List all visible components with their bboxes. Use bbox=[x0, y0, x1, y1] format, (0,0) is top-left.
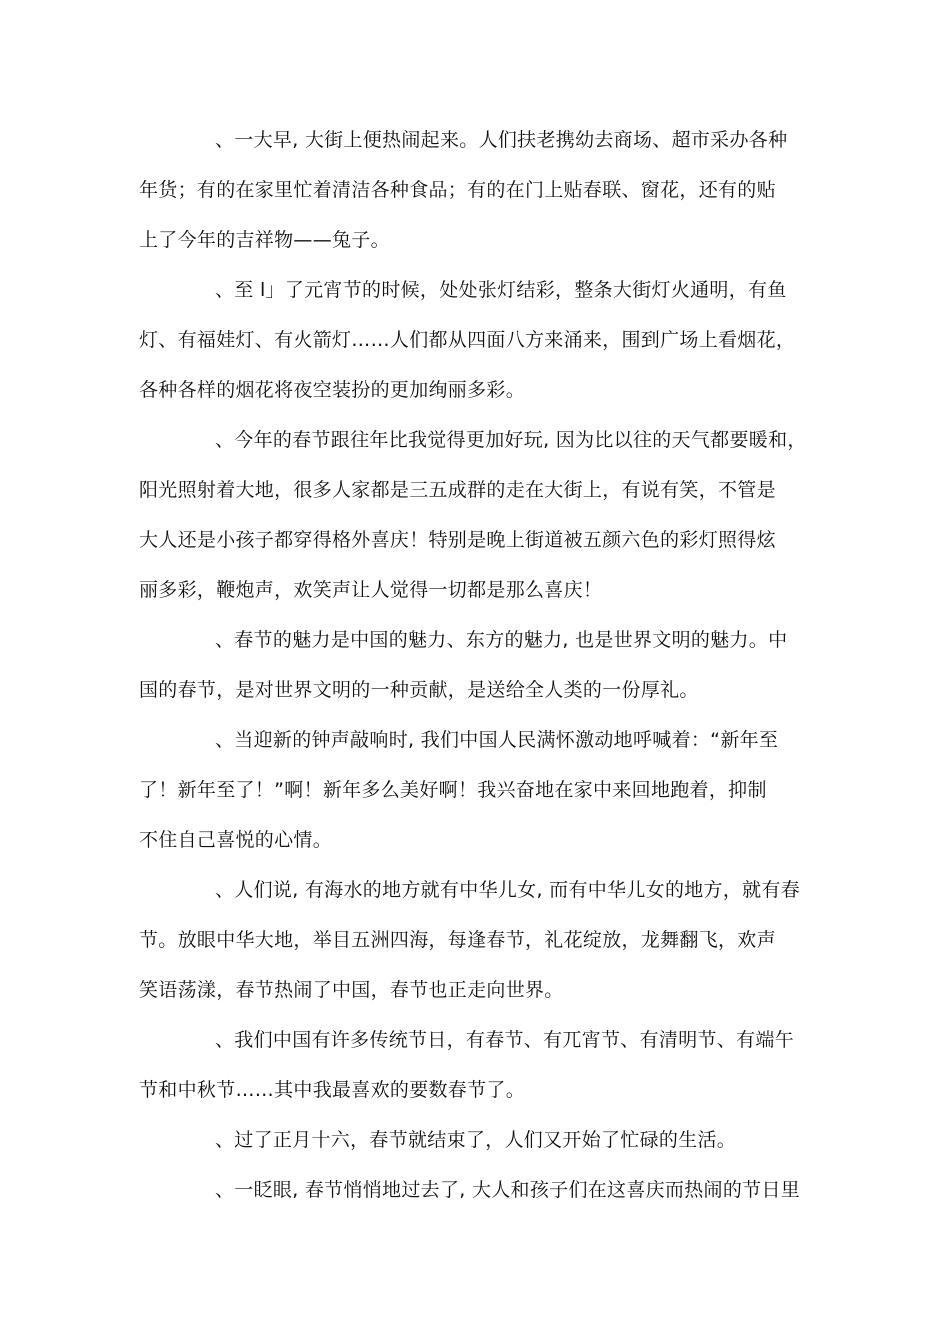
text-line: 阳光照射着大地，很多人家都是三五成群的走在大街上，有说有笑，不管是 bbox=[139, 479, 776, 501]
document-body bbox=[139, 115, 819, 1215]
text-line: 、一眨眼, 春节悄悄地过去了, 大人和孩子们在这喜庆而热闹的节日里 bbox=[215, 1179, 801, 1201]
text-line: 、至 l」了元宵节的时候，处处张灯结彩，整条大街灯火通明，有鱼 bbox=[215, 279, 787, 301]
text-line: 各种各样的烟花将夜空装扮的更加绚丽多彩。 bbox=[139, 379, 526, 401]
text-line: 、过了正月十六，春节就结束了，人们又开始了忙碌的生活。 bbox=[215, 1129, 737, 1151]
text-line: 、一大早, 大街上便热闹起来。人们扶老携幼去商场、超市采办各种 bbox=[215, 129, 788, 151]
text-line: 、今年的春节跟往年比我觉得更加好玩, 因为比以往的天气都要暖和， bbox=[215, 429, 807, 451]
text-line: 国的春节，是对世界文明的一种贡献，是送给全人类的一份厚礼。 bbox=[139, 679, 699, 701]
text-line: 灯、有福娃灯、有火箭灯……人们都从四面八方来涌来，围到广场上看烟花， bbox=[139, 329, 796, 351]
text-line: 上了今年的吉祥物——兔子。 bbox=[139, 229, 390, 251]
text-line: 、人们说, 有海水的地方就有中华儿女, 而有中华儿女的地方，就有春 bbox=[215, 879, 801, 901]
text-line: 、春节的魅力是中国的魅力、东方的魅力, 也是世界文明的魅力。中 bbox=[215, 629, 788, 651]
text-line: 、当迎新的钟声敲响时, 我们中国人民满怀激动地呼喊着：“新年至 bbox=[215, 729, 779, 751]
text-line: 丽多彩，鞭炮声，欢笑声让人觉得一切都是那么喜庆！ bbox=[139, 579, 603, 601]
text-line: 了！新年至了！”啊！新年多么美好啊！我兴奋地在家中来回地跑着，抑制 bbox=[139, 779, 767, 801]
text-line: 大人还是小孩子都穿得格外喜庆！特别是晚上街道被五颜六色的彩灯照得炫 bbox=[139, 529, 776, 551]
text-line: 节和中秋节……其中我最喜欢的要数春节了。 bbox=[139, 1079, 526, 1101]
text-line: 笑语荡漾，春节热闹了中国，春节也正走向世界。 bbox=[139, 979, 564, 1001]
text-line: 节。放眼中华大地，举目五洲四海，每逢春节，礼花绽放，龙舞翻飞，欢声 bbox=[139, 929, 776, 951]
text-line: 年货；有的在家里忙着清洁各种食品；有的在门上贴春联、窗花，还有的贴 bbox=[139, 179, 776, 201]
text-line: 、我们中国有许多传统节日，有春节、有兀宵节、有清明节、有端午 bbox=[215, 1029, 795, 1051]
text-line: 不住自己喜悦的心情。 bbox=[139, 829, 333, 851]
